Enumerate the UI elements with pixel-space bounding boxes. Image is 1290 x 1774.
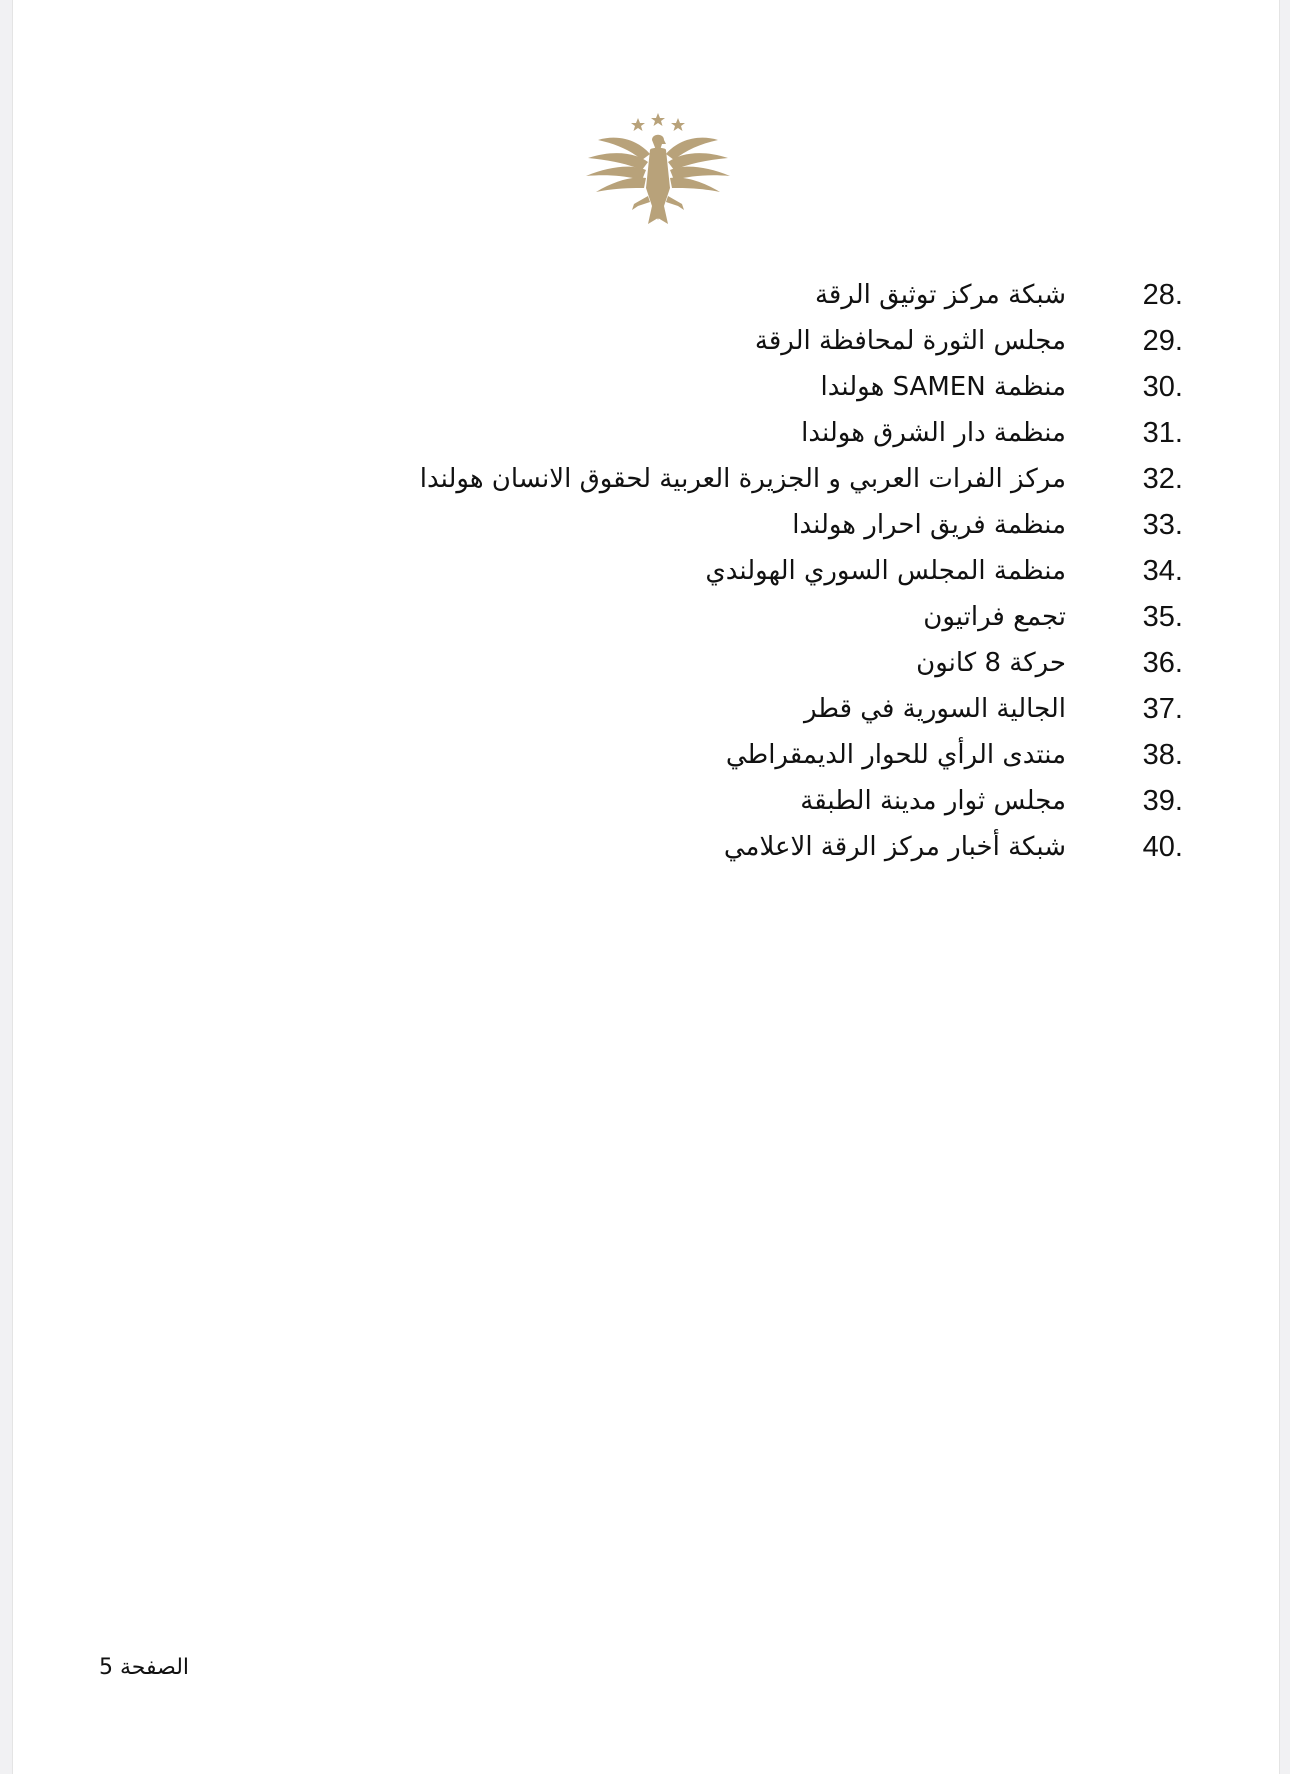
- item-text: منظمة SAMEN هولندا: [820, 372, 1066, 402]
- item-text: مجلس الثورة لمحافظة الرقة: [754, 326, 1066, 356]
- list-item: [313, 594, 1183, 640]
- list-item: [313, 732, 1183, 778]
- item-number: 32.: [1142, 463, 1183, 495]
- item-text: مركز الفرات العربي و الجزيرة العربية لحقوق الانسان هولندا: [419, 464, 1066, 494]
- item-text: منظمة دار الشرق هولندا: [801, 418, 1066, 448]
- item-number: 37.: [1142, 693, 1183, 725]
- eagle-emblem-icon: [578, 110, 738, 230]
- list-item: [313, 686, 1183, 732]
- item-number: 29.: [1142, 325, 1183, 357]
- list-item: [313, 502, 1183, 548]
- item-number: 35.: [1142, 601, 1183, 633]
- item-text: شبكة مركز توثيق الرقة: [814, 280, 1066, 310]
- list-item: [313, 364, 1183, 410]
- list-item: [313, 640, 1183, 686]
- list-item: [313, 410, 1183, 456]
- list-item: [313, 456, 1183, 502]
- item-number: 33.: [1142, 509, 1183, 541]
- list-item: [313, 318, 1183, 364]
- item-text: منظمة المجلس السوري الهولندي: [705, 556, 1066, 586]
- list-item: [313, 272, 1183, 318]
- item-number: 36.: [1142, 647, 1183, 679]
- item-text: منتدى الرأي للحوار الديمقراطي: [725, 740, 1066, 770]
- item-number: 31.: [1142, 417, 1183, 449]
- item-number: 30.: [1142, 371, 1183, 403]
- item-text: مجلس ثوار مدينة الطبقة: [800, 786, 1066, 816]
- list-item: [313, 824, 1183, 870]
- page-edge-left: [0, 0, 12, 1774]
- list-item: [313, 548, 1183, 594]
- item-text: منظمة فريق احرار هولندا: [792, 510, 1066, 540]
- item-number: 28.: [1142, 279, 1183, 311]
- organization-list: [313, 272, 1183, 870]
- list-item: [313, 778, 1183, 824]
- item-number: 40.: [1142, 831, 1183, 863]
- item-text: تجمع فراتيون: [923, 602, 1066, 632]
- item-number: 34.: [1142, 555, 1183, 587]
- page-number-footer: الصفحة 5: [99, 1655, 190, 1680]
- item-text: حركة 8 كانون: [916, 648, 1066, 678]
- item-number: 38.: [1142, 739, 1183, 771]
- item-number: 39.: [1142, 785, 1183, 817]
- document-page: [12, 0, 1280, 1774]
- item-text: الجالية السورية في قطر: [803, 694, 1066, 724]
- item-text: شبكة أخبار مركز الرقة الاعلامي: [723, 832, 1066, 862]
